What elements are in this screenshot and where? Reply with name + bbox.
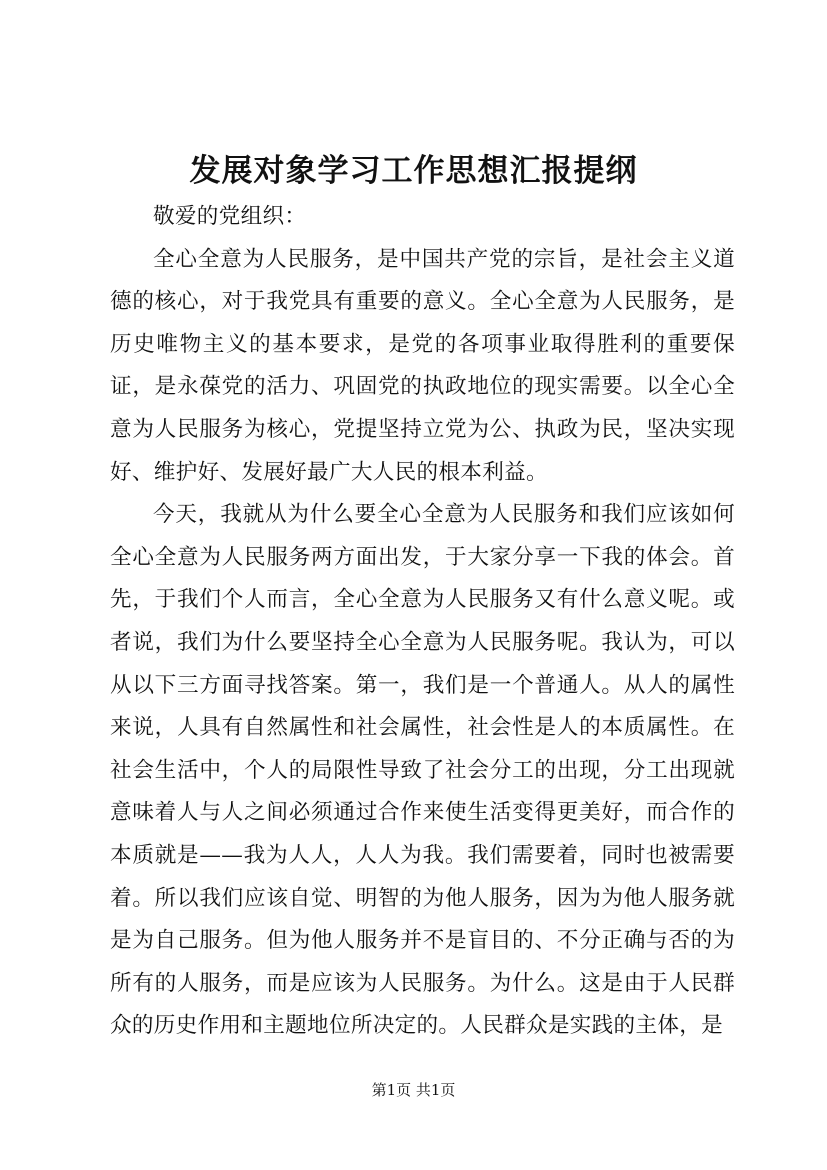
paragraph-1: 全心全意为人民服务，是中国共产党的宗旨，是社会主义道德的核心，对于我党具有重要的意义。全心全意为人民服务，是历史唯物主义的基本要求，是党的各项事业取得胜利的重要保证，是永葆党的活力、巩固党的执政地位的现实需要。以全心全意为人民服务为核心，党提坚持立党为公、执政为民，坚决实现好、维护好、发展好最广大人民的根本利益。 <box>110 246 735 485</box>
document-title: 发展对象学习工作思想汇报提纲 <box>189 153 638 189</box>
page-footer: 第1页 共1页 <box>371 1081 456 1099</box>
salutation: 敬爱的党组织： <box>153 204 307 229</box>
paragraph-2: 今天，我就从为什么要全心全意为人民服务和我们应该如何全心全意为人民服务两方面出发，于大家分享一下我的体会。首先，于我们个人而言，全心全意为人民服务又有什么意义呢。或者说，我们为什么要坚持全心全意为人民服务呢。我认为，可以从以下三方面寻找答案。第一，我们是一个普通人。从人的属性来说，人具有自然属性和社会属性，社会性是人的本质属性。在社会生活中，个人的局限性导致了社会分工的出现，分工出现就意味着人与人之间必须通过合作来使生活变得更美好，而合作的本质就是——我为人人，人人为我。我们需要着，同时也被需要着。所以我们应该自觉、明智的为他人服务，因为为他人服务就是为自己服务。但为他人服务并不是盲目的、不分正确与否的为所有的人服务，而是应该为人民服务。为什么。这是由于人民群众的历史作用和主题地位所决定的。人民群众是实践的主体，是 <box>110 502 735 1039</box>
document-body <box>110 196 735 1048</box>
